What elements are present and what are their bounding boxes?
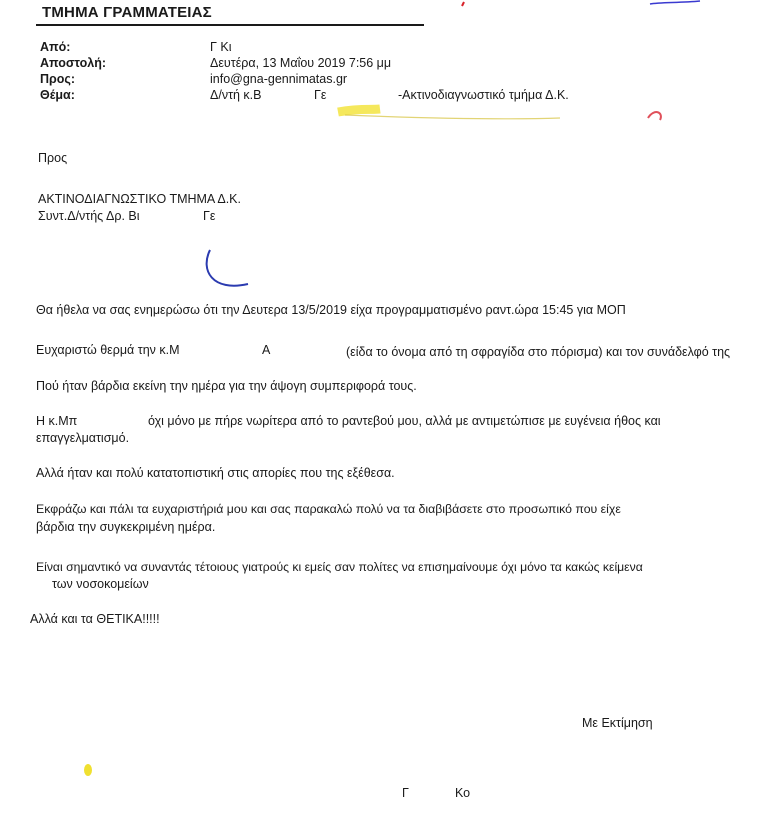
signature-initial: Γ bbox=[402, 786, 409, 800]
paragraph-4b: όχι μόνο με πήρε νωρίτερα από το ραντεβού μου, αλλά με αντιμετώπισε με ευγένεια ήθος και bbox=[148, 414, 661, 428]
sent-label: Αποστολή: bbox=[40, 56, 107, 70]
subject-value-a: Δ/ντή κ.Β bbox=[210, 88, 262, 102]
subject-value-b: Γε bbox=[314, 88, 327, 102]
paragraph-7b: των νοσοκομείων bbox=[52, 577, 149, 591]
signature-surname: Κο bbox=[455, 786, 471, 800]
blue-pen-stroke bbox=[207, 250, 248, 286]
to-value: info@gna-gennimatas.gr bbox=[210, 72, 348, 86]
sent-value: Δευτέρα, 13 Μαΐου 2019 7:56 μμ bbox=[210, 56, 392, 70]
salutation: Προς bbox=[38, 151, 68, 165]
paragraph-2c: (είδα το όνομα από τη σφραγίδα στο πόρισμα) και τον συνάδελφό της bbox=[346, 345, 731, 359]
highlighter-stroke bbox=[338, 109, 380, 112]
closing: Με Εκτίμηση bbox=[582, 716, 653, 730]
recipient-line-2b: Γε bbox=[203, 209, 216, 223]
paragraph-1: Θα ήθελα να σας ενημερώσω ότι την Δευτερα 13/5/2019 είχα προγραμματισμένο ραντ.ώρα 15:45 για ΜΟΠ bbox=[36, 303, 626, 317]
faint-underline bbox=[345, 115, 560, 119]
yellow-spot bbox=[84, 764, 92, 776]
paragraph-6a: Εκφράζω και πάλι τα ευχαριστήριά μου και σας παρακαλώ πολύ να τα διαβιβάσετε στο προσωπικό που είχε bbox=[36, 502, 621, 516]
paragraph-7a: Είναι σημαντικό να συναντάς τέτοιους γιατρούς κι εμείς σαν πολίτες να επισημαίνουμε όχι μόνο τα κακώς κείμενα bbox=[36, 560, 643, 574]
red-ink-mark-right bbox=[648, 112, 661, 120]
paragraph-6b: βάρδια την συγκεκριμένη ημέρα. bbox=[36, 520, 216, 534]
paragraph-8: Αλλά και τα ΘΕΤΙΚΑ!!!!! bbox=[30, 612, 160, 626]
paragraph-4c: επαγγελματισμό. bbox=[36, 431, 130, 445]
red-ink-mark bbox=[462, 2, 464, 6]
paragraph-2b: Α bbox=[262, 343, 271, 357]
recipient-line-1: ΑΚΤΙΝΟΔΙΑΓΝΩΣΤΙΚΟ ΤΜΗΜΑ Δ.Κ. bbox=[38, 192, 241, 206]
subject-label: Θέμα: bbox=[40, 88, 75, 102]
blue-ink-mark bbox=[650, 1, 700, 4]
paragraph-2a: Ευχαριστώ θερμά την κ.Μ bbox=[36, 343, 180, 357]
paragraph-4a: Η κ.Μπ bbox=[36, 414, 78, 428]
paragraph-5: Αλλά ήταν και πολύ κατατοπιστική στις απορίες που της εξέθεσα. bbox=[36, 466, 395, 480]
from-label: Από: bbox=[40, 40, 71, 54]
department-title: ΤΜΗΜΑ ΓΡΑΜΜΑΤΕΙΑΣ bbox=[42, 4, 212, 21]
from-value: Γ Κι bbox=[210, 40, 232, 54]
paragraph-3: Πού ήταν βάρδια εκείνη την ημέρα για την άψογη συμπεριφορά τους. bbox=[36, 379, 417, 393]
recipient-line-2a: Συντ.Δ/ντής Δρ. Βι bbox=[38, 209, 140, 223]
to-label: Προς: bbox=[40, 72, 76, 86]
redaction-block-middle bbox=[255, 140, 768, 310]
subject-value-c: -Ακτινοδιαγνωστικό τμήμα Δ.Κ. bbox=[398, 88, 569, 102]
